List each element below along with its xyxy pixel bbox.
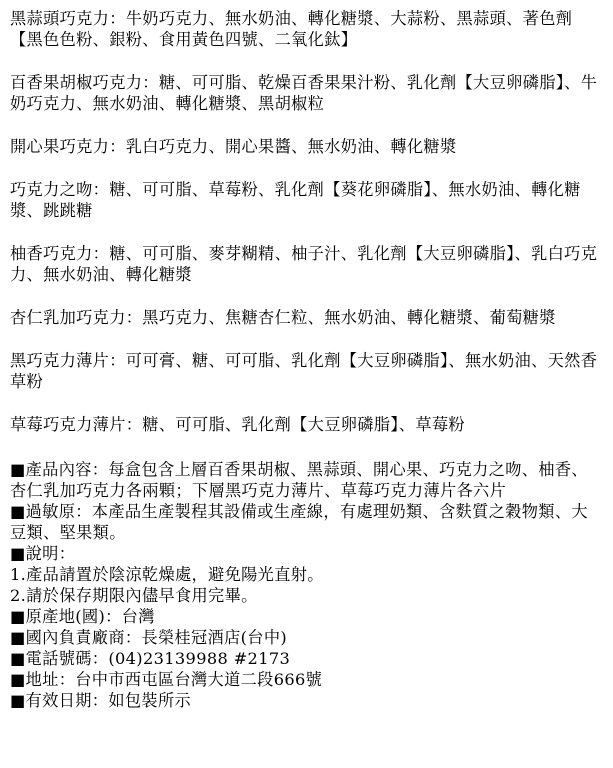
ingredient-chocolate-kiss: 巧克力之吻：糖、可可脂、草莓粉、乳化劑【葵花卵磷脂】、無水奶油、轉化糖漿、跳跳糖 — [10, 180, 581, 220]
ingredient-pistachio: 開心果巧克力：乳白巧克力、開心果醬、無水奶油、轉化糖漿 — [10, 137, 457, 156]
ingredient-almond-milk: 杏仁乳加巧克力：黑巧克力、焦糖杏仁粒、無水奶油、轉化糖漿、葡萄糖漿 — [10, 308, 556, 327]
ingredient-label — [10, 8, 602, 711]
allergen-info: ■過敏原：本產品生產製程其設備或生產線，有處理奶類、含麩質之穀物類、大豆類、堅果類。 — [10, 502, 588, 542]
phone-info: ■電話號碼：(04)23139988 #2173 — [10, 649, 291, 668]
ingredient-black-garlic: 黑蒜頭巧克力：牛奶巧克力、無水奶油、轉化糖漿、大蒜粉、黑蒜頭、著色劑【黑色色粉、銀粉、食用黃色四號、二氧化鈦】 — [10, 9, 573, 49]
expiry-info: ■有效日期：如包裝所示 — [10, 691, 192, 710]
manufacturer-info: ■國內負責廠商：長榮桂冠酒店(台中) — [10, 628, 288, 647]
instructions-title: ■說明： — [10, 544, 76, 563]
instruction-item: 2.請於保存期限內儘早食用完畢。 — [10, 586, 258, 605]
ingredient-passionfruit-pepper: 百香果胡椒巧克力：糖、可可脂、乾燥百香果果汁粉、乳化劑【大豆卵磷脂】、牛奶巧克力、無水奶油、轉化糖漿、黑胡椒粒 — [10, 73, 598, 113]
ingredient-strawberry-thin: 草莓巧克力薄片：糖、可可脂、乳化劑【大豆卵磷脂】、草莓粉 — [10, 415, 465, 434]
product-notes — [10, 459, 602, 711]
ingredient-dark-thin: 黑巧克力薄片：可可膏、糖、可可脂、乳化劑【大豆卵磷脂】、無水奶油、天然香草粉 — [10, 351, 598, 391]
product-contents: ■產品內容：每盒包含上層百香果胡椒、黑蒜頭、開心果、巧克力之吻、柚香、杏仁乳加巧克力各兩顆；下層黑巧克力薄片、草莓巧克力薄片各六片 — [10, 460, 588, 500]
ingredient-yuzu: 柚香巧克力：糖、可可脂、麥芽糊精、柚子汁、乳化劑【大豆卵磷脂】、乳白巧克力、無水奶油、轉化糖漿 — [10, 244, 598, 284]
address-info: ■地址：台中市西屯區台灣大道二段666號 — [10, 670, 323, 689]
instruction-item: 1.產品請置於陰涼乾燥處，避免陽光直射。 — [10, 565, 324, 584]
origin-info: ■原產地(國)：台灣 — [10, 607, 155, 626]
